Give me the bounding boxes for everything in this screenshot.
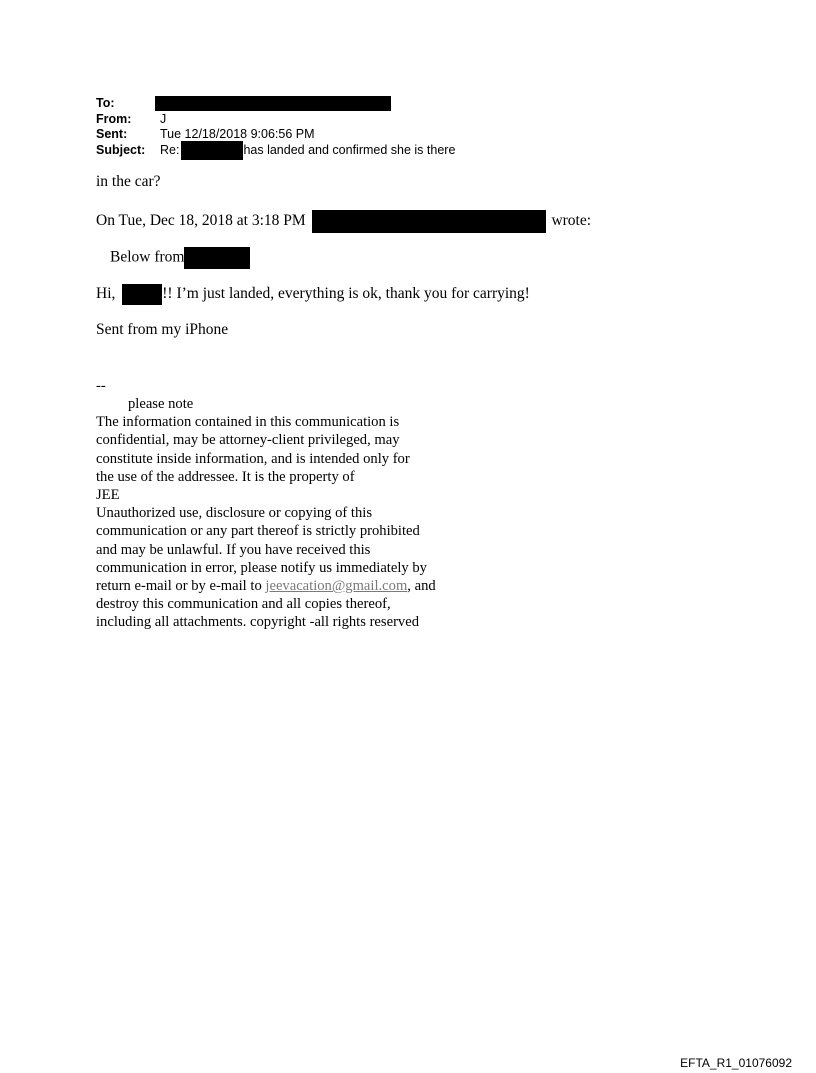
disclaimer-line: constitute inside information, and is intended only for [96, 450, 410, 467]
reply-line: in the car? [96, 173, 161, 190]
disclaimer-line: the use of the addressee. It is the property of [96, 468, 355, 485]
return-prefix: return e-mail or by e-mail to [96, 578, 262, 595]
signature-separator: -- [96, 378, 106, 394]
return-suffix: , and [407, 578, 436, 595]
below-from-text: Below from [110, 248, 185, 266]
email-header [96, 96, 455, 158]
to-row [96, 96, 455, 112]
subject-row [96, 143, 455, 159]
disclaimer-line: destroy this communication and all copies thereof, [96, 596, 391, 613]
to-label: To: [96, 96, 115, 110]
greeting-line [96, 284, 530, 305]
sent-from-line: Sent from my iPhone [96, 321, 229, 338]
sender-redaction [312, 210, 546, 233]
quote-intro-suffix: wrote: [551, 212, 592, 230]
disclaimer-line: communication or any part thereof is strictly prohibited [96, 523, 420, 540]
from-label: From: [96, 111, 132, 126]
subject-label: Subject: [96, 142, 146, 157]
disclaimer-line: including all attachments. copyright -all rights reserved [96, 614, 419, 631]
document-id: EFTA_R1_01076092 [680, 1056, 792, 1070]
sent-row [96, 127, 455, 143]
disclaimer-line: Unauthorized use, disclosure or copying of this [96, 505, 373, 522]
disclaimer [96, 395, 436, 632]
disclaimer-line: The information contained in this communication is [96, 414, 400, 431]
disclaimer-line: and may be unlawful. If you have received this [96, 541, 371, 558]
greeting-prefix: Hi, [96, 285, 116, 303]
disclaimer-line: JEE [96, 487, 120, 504]
sent-label: Sent: [96, 127, 128, 141]
greeting-redaction [122, 284, 162, 305]
from-value: J [160, 111, 167, 126]
please-note: please note [128, 396, 194, 412]
email-link[interactable]: jeevacation@gmail.com [265, 578, 408, 595]
disclaimer-line-with-link [96, 577, 436, 595]
quote-intro [96, 210, 591, 233]
subject-prefix: Re: [160, 142, 180, 157]
disclaimer-line: communication in error, please notify us immediately by [96, 559, 427, 576]
subject-suffix: has landed and confirmed she is there [243, 142, 456, 157]
from-row [96, 112, 455, 128]
sent-value: Tue 12/18/2018 9:06:56 PM [160, 127, 315, 141]
subject-redaction [181, 141, 243, 160]
below-from-redaction [184, 247, 250, 269]
below-from-line [110, 247, 250, 269]
quote-intro-prefix: On Tue, Dec 18, 2018 at 3:18 PM [96, 212, 306, 230]
to-redaction [155, 96, 391, 111]
greeting-suffix: !! I’m just landed, everything is ok, thank you for carrying! [162, 285, 530, 303]
disclaimer-line: confidential, may be attorney-client privileged, may [96, 432, 400, 449]
